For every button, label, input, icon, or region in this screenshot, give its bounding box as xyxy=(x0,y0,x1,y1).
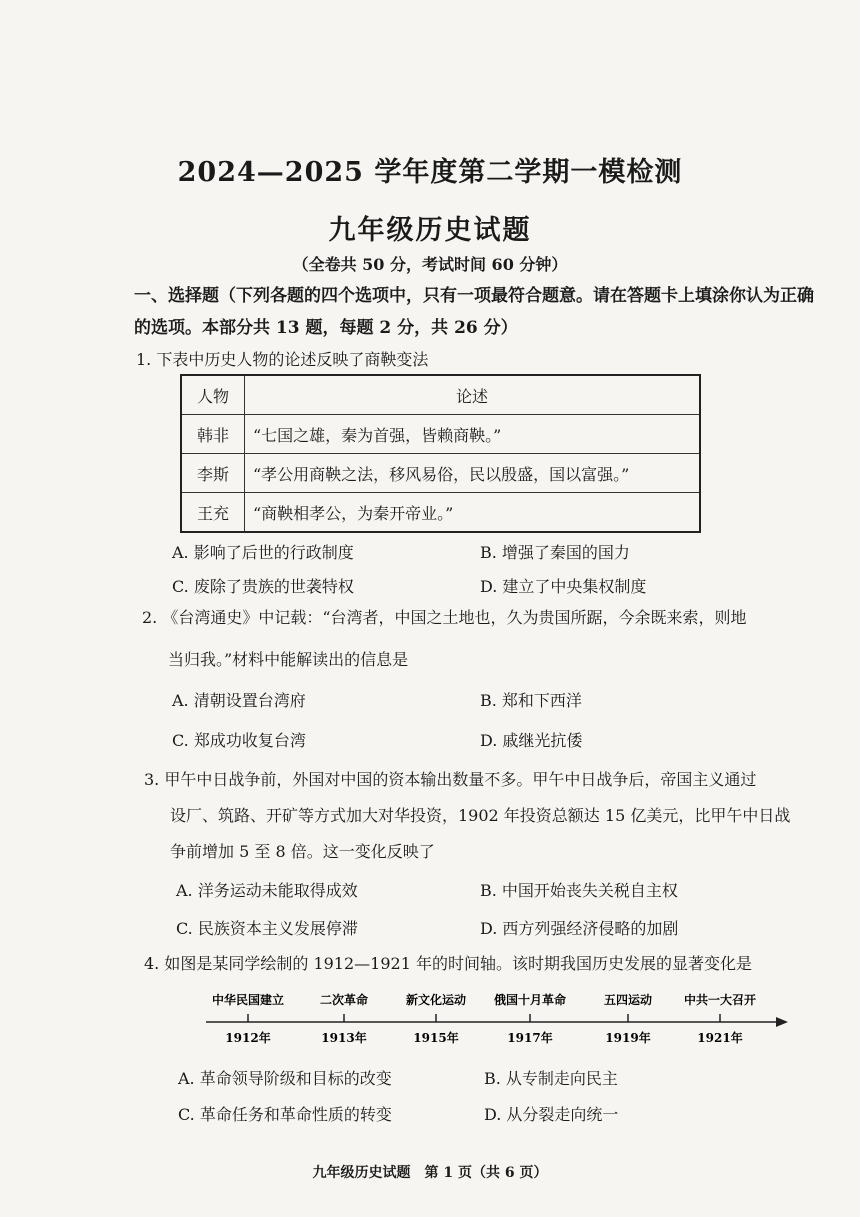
question-3-stem-line: 争前增加 5 至 8 倍。这一变化反映了 xyxy=(170,842,435,861)
timeline-year-label: 1919年 xyxy=(605,1031,651,1045)
table-header-statement: 论述 xyxy=(245,375,701,415)
question-2-option-d: D. 戚继光抗倭 xyxy=(480,731,583,750)
table-header-person: 人物 xyxy=(181,375,245,415)
timeline-event-label: 五四运动 xyxy=(603,993,653,1007)
table-row xyxy=(181,454,700,493)
question-3-stem xyxy=(144,762,824,870)
question-1-stem: 1. 下表中历史人物的论述反映了商鞅变法 xyxy=(136,350,429,369)
timeline-year-label: 1912年 xyxy=(225,1031,271,1045)
exam-subtitle: 九年级历史试题 xyxy=(328,215,532,246)
timeline-event-label: 中共一大召开 xyxy=(683,993,757,1007)
question-3-stem-line: 设厂、筑路、开矿等方式加大对华投资，1902 年投资总额达 15 亿美元，比甲午中日战 xyxy=(170,806,791,825)
question-1-option-a: A. 影响了后世的行政制度 xyxy=(172,543,354,562)
question-2-option-c: C. 郑成功收复台湾 xyxy=(172,731,306,750)
question-2-stem-line: 当归我。”材料中能解读出的信息是 xyxy=(168,650,409,669)
question-2-option-a: A. 清朝设置台湾府 xyxy=(172,691,306,710)
question-4-timeline xyxy=(204,988,794,1048)
question-3-option-b: B. 中国开始丧失关税自主权 xyxy=(480,881,678,900)
table-cell-name: 韩非 xyxy=(181,415,245,454)
question-3-stem-line: 3. 甲午中日战争前，外国对中国的资本输出数量不多。甲午中日战争后，帝国主义通过 xyxy=(144,770,757,789)
page-footer: 九年级历史试题 第 1 页（共 6 页） xyxy=(312,1165,548,1181)
question-4-option-d: D. 从分裂走向统一 xyxy=(484,1105,619,1124)
table-cell-text: “商鞅相孝公，为秦开帝业。” xyxy=(245,493,701,533)
question-3-option-a: A. 洋务运动未能取得成效 xyxy=(176,881,358,900)
table-row xyxy=(181,493,700,533)
question-1-option-d: D. 建立了中央集权制度 xyxy=(480,577,647,596)
question-1-option-b: B. 增强了秦国的国力 xyxy=(480,543,630,562)
timeline-year-label: 1913年 xyxy=(321,1031,367,1045)
timeline-event-label: 俄国十月革命 xyxy=(493,993,567,1007)
question-3-option-d: D. 西方列强经济侵略的加剧 xyxy=(480,919,679,938)
table-row xyxy=(181,415,700,454)
timeline-event-label: 新文化运动 xyxy=(405,993,467,1007)
exam-note: （全卷共 50 分，考试时间 60 分钟） xyxy=(292,255,568,274)
timeline-year-label: 1917年 xyxy=(507,1031,553,1045)
timeline-arrow-icon xyxy=(776,1017,788,1027)
question-1-option-c: C. 废除了贵族的世袭特权 xyxy=(172,577,354,596)
table-header-row xyxy=(181,375,700,415)
exam-title: 2024—2025 学年度第二学期一模检测 xyxy=(177,157,683,188)
timeline-event-label: 二次革命 xyxy=(319,993,369,1007)
question-4-stem: 4. 如图是某同学绘制的 1912—1921 年的时间轴。该时期我国历史发展的显著变化是 xyxy=(144,954,752,973)
table-cell-text: “孝公用商鞅之法，移风易俗，民以殷盛，国以富强。” xyxy=(245,454,701,493)
question-2-stem xyxy=(142,600,822,678)
question-1-table xyxy=(180,374,701,533)
question-4-option-b: B. 从专制走向民主 xyxy=(484,1069,618,1088)
timeline-event-label: 中华民国建立 xyxy=(211,993,285,1007)
timeline-year-label: 1915年 xyxy=(413,1031,459,1045)
table-cell-text: “七国之雄，秦为首强，皆赖商鞅。” xyxy=(245,415,701,454)
question-4-option-c: C. 革命任务和革命性质的转变 xyxy=(178,1105,392,1124)
question-4-option-a: A. 革命领导阶级和目标的改变 xyxy=(178,1069,392,1088)
question-2-option-b: B. 郑和下西洋 xyxy=(480,691,582,710)
table-cell-name: 王充 xyxy=(181,493,245,533)
section-heading: 一、选择题（下列各题的四个选项中，只有一项最符合题意。请在答题卡上填涂你认为正确的选项。本部分共 13 题，每题 2 分，共 26 分） xyxy=(134,286,814,338)
question-2-stem-line: 2. 《台湾通史》中记载：“台湾者，中国之土地也，久为贵国所踞，今余既来索，则地 xyxy=(142,608,747,627)
question-3-option-c: C. 民族资本主义发展停滞 xyxy=(176,919,358,938)
timeline-year-label: 1921年 xyxy=(697,1031,743,1045)
table-cell-name: 李斯 xyxy=(181,454,245,493)
